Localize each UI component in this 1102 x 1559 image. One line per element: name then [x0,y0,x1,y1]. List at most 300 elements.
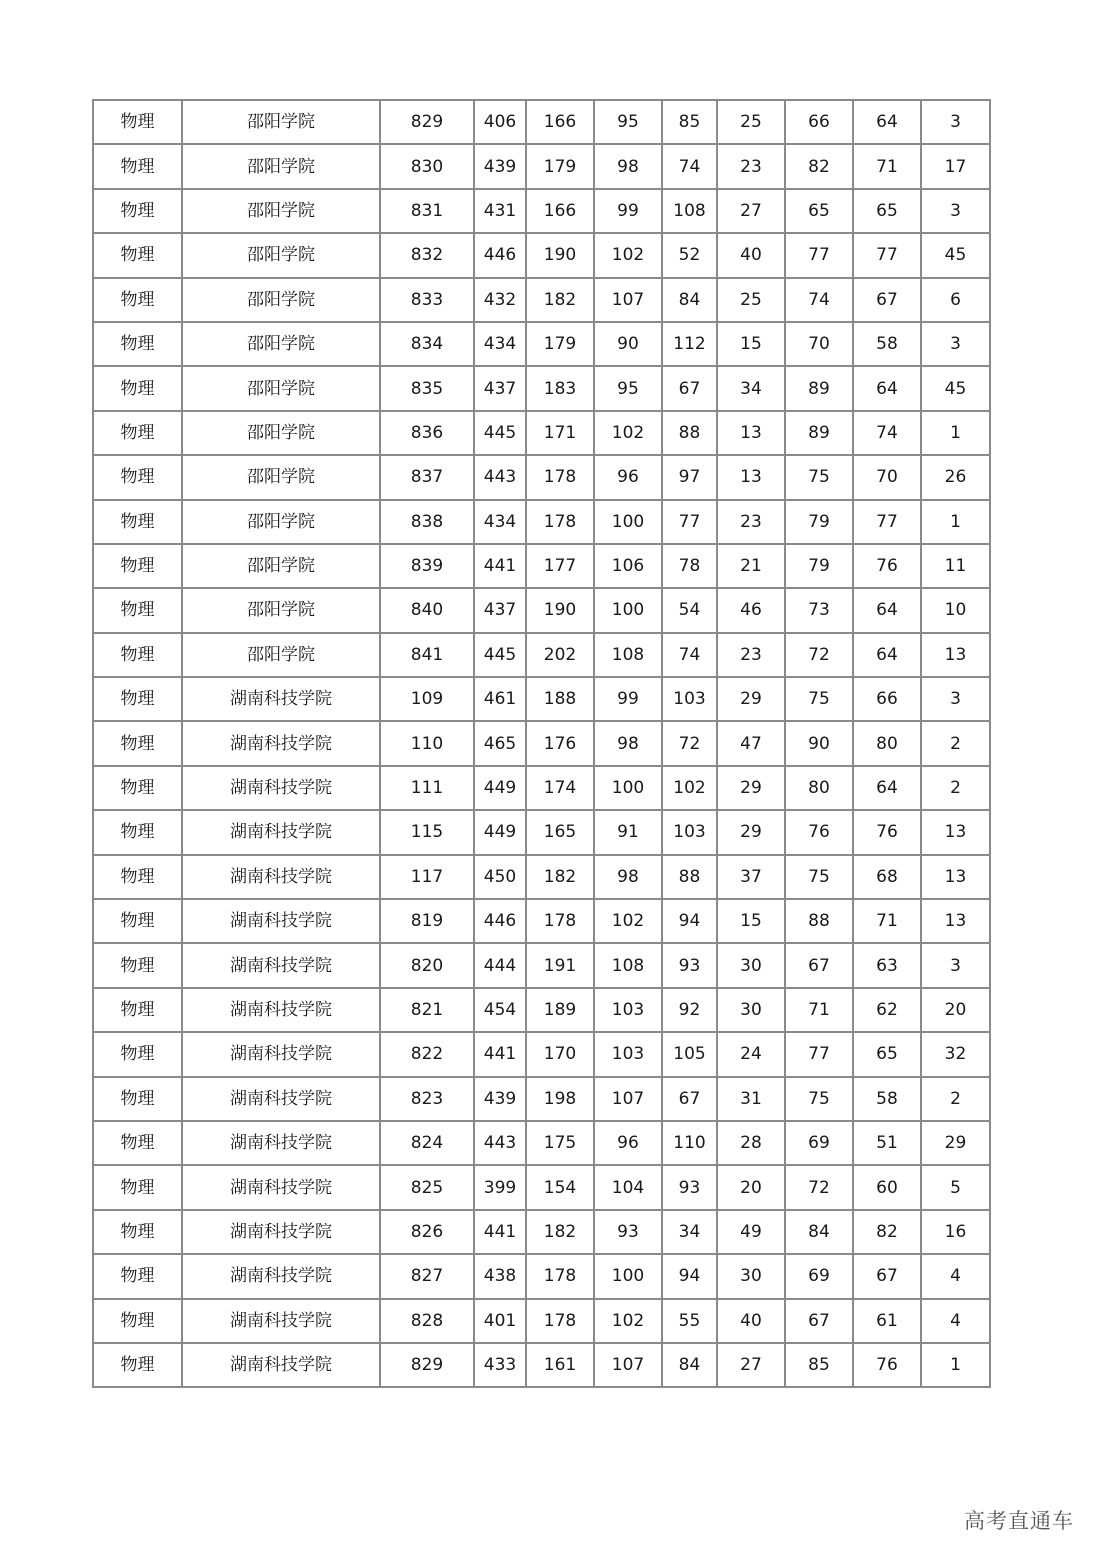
total-score-cell: 441 [474,1210,526,1254]
score-cell-7: 13 [921,899,990,943]
total-score-cell: 445 [474,633,526,677]
total-score-cell: 465 [474,721,526,765]
subject-cell: 物理 [93,677,182,721]
score-cell-3: 105 [662,1032,717,1076]
table-row [93,988,990,1032]
major-code-cell: 838 [380,500,474,544]
score-cell-1: 178 [526,1254,594,1298]
table-row [93,677,990,721]
score-cell-4: 28 [717,1121,785,1165]
score-cell-1: 178 [526,500,594,544]
score-cell-1: 190 [526,588,594,632]
subject-cell: 物理 [93,766,182,810]
major-code-cell: 827 [380,1254,474,1298]
score-cell-6: 60 [853,1165,921,1209]
score-cell-1: 174 [526,766,594,810]
table-row [93,1343,990,1387]
table-row [93,278,990,322]
score-cell-7: 3 [921,677,990,721]
major-code-cell: 826 [380,1210,474,1254]
score-cell-4: 29 [717,766,785,810]
school-cell: 湖南科技学院 [182,810,380,854]
school-cell: 邵阳学院 [182,588,380,632]
total-score-cell: 438 [474,1254,526,1298]
score-cell-1: 177 [526,544,594,588]
score-cell-5: 75 [785,677,853,721]
school-cell: 邵阳学院 [182,544,380,588]
score-cell-3: 97 [662,455,717,499]
subject-cell: 物理 [93,899,182,943]
score-cell-5: 90 [785,721,853,765]
score-cell-5: 70 [785,322,853,366]
subject-cell: 物理 [93,100,182,144]
score-cell-3: 67 [662,366,717,410]
score-cell-1: 189 [526,988,594,1032]
major-code-cell: 834 [380,322,474,366]
score-cell-6: 64 [853,366,921,410]
major-code-cell: 832 [380,233,474,277]
subject-cell: 物理 [93,189,182,233]
score-cell-7: 4 [921,1299,990,1343]
school-cell: 湖南科技学院 [182,1077,380,1121]
score-cell-7: 32 [921,1032,990,1076]
score-cell-3: 103 [662,677,717,721]
score-cell-6: 68 [853,855,921,899]
score-cell-7: 2 [921,766,990,810]
table-row [93,943,990,987]
school-cell: 湖南科技学院 [182,943,380,987]
school-cell: 邵阳学院 [182,100,380,144]
score-cell-2: 107 [594,1343,662,1387]
school-cell: 湖南科技学院 [182,1343,380,1387]
total-score-cell: 437 [474,588,526,632]
school-cell: 湖南科技学院 [182,677,380,721]
score-cell-3: 77 [662,500,717,544]
score-cell-1: 191 [526,943,594,987]
score-cell-3: 78 [662,544,717,588]
table-row [93,1032,990,1076]
score-cell-7: 3 [921,189,990,233]
major-code-cell: 841 [380,633,474,677]
subject-cell: 物理 [93,943,182,987]
score-cell-5: 77 [785,1032,853,1076]
subject-cell: 物理 [93,588,182,632]
major-code-cell: 111 [380,766,474,810]
subject-cell: 物理 [93,455,182,499]
major-code-cell: 833 [380,278,474,322]
score-cell-1: 175 [526,1121,594,1165]
major-code-cell: 836 [380,411,474,455]
score-cell-2: 98 [594,721,662,765]
major-code-cell: 830 [380,144,474,188]
major-code-cell: 828 [380,1299,474,1343]
score-cell-7: 1 [921,1343,990,1387]
score-cell-6: 65 [853,189,921,233]
table-row [93,1254,990,1298]
total-score-cell: 441 [474,544,526,588]
score-cell-1: 178 [526,1299,594,1343]
school-cell: 湖南科技学院 [182,1210,380,1254]
score-cell-5: 67 [785,1299,853,1343]
score-cell-3: 93 [662,1165,717,1209]
major-code-cell: 110 [380,721,474,765]
score-cell-6: 77 [853,233,921,277]
subject-cell: 物理 [93,1343,182,1387]
total-score-cell: 441 [474,1032,526,1076]
subject-cell: 物理 [93,278,182,322]
score-cell-5: 79 [785,500,853,544]
score-cell-2: 99 [594,677,662,721]
subject-cell: 物理 [93,1121,182,1165]
score-cell-1: 198 [526,1077,594,1121]
score-cell-4: 15 [717,322,785,366]
score-cell-6: 66 [853,677,921,721]
score-cell-2: 102 [594,1299,662,1343]
score-cell-7: 13 [921,855,990,899]
score-cell-1: 179 [526,144,594,188]
score-cell-4: 34 [717,366,785,410]
table-row [93,455,990,499]
score-cell-7: 16 [921,1210,990,1254]
score-cell-2: 98 [594,144,662,188]
score-cell-2: 99 [594,189,662,233]
score-cell-2: 102 [594,899,662,943]
score-cell-5: 89 [785,366,853,410]
major-code-cell: 829 [380,100,474,144]
score-cell-6: 58 [853,322,921,366]
score-cell-7: 2 [921,721,990,765]
score-cell-1: 182 [526,278,594,322]
score-cell-6: 51 [853,1121,921,1165]
score-cell-5: 79 [785,544,853,588]
total-score-cell: 431 [474,189,526,233]
score-cell-5: 76 [785,810,853,854]
total-score-cell: 449 [474,810,526,854]
score-cell-5: 80 [785,766,853,810]
score-cell-7: 13 [921,810,990,854]
major-code-cell: 831 [380,189,474,233]
subject-cell: 物理 [93,144,182,188]
score-cell-7: 13 [921,633,990,677]
score-cell-3: 84 [662,1343,717,1387]
major-code-cell: 823 [380,1077,474,1121]
score-cell-7: 3 [921,322,990,366]
subject-cell: 物理 [93,721,182,765]
score-cell-4: 24 [717,1032,785,1076]
score-cell-2: 103 [594,1032,662,1076]
subject-cell: 物理 [93,544,182,588]
major-code-cell: 820 [380,943,474,987]
school-cell: 湖南科技学院 [182,1032,380,1076]
score-cell-7: 5 [921,1165,990,1209]
score-cell-7: 10 [921,588,990,632]
school-cell: 湖南科技学院 [182,988,380,1032]
school-cell: 湖南科技学院 [182,855,380,899]
school-cell: 邵阳学院 [182,144,380,188]
score-cell-7: 45 [921,233,990,277]
score-cell-6: 82 [853,1210,921,1254]
total-score-cell: 433 [474,1343,526,1387]
score-cell-1: 171 [526,411,594,455]
table-row [93,721,990,765]
school-cell: 邵阳学院 [182,500,380,544]
score-cell-2: 96 [594,1121,662,1165]
major-code-cell: 117 [380,855,474,899]
table-row [93,544,990,588]
score-cell-3: 108 [662,189,717,233]
score-cell-7: 3 [921,100,990,144]
subject-cell: 物理 [93,1032,182,1076]
table-row [93,1077,990,1121]
major-code-cell: 819 [380,899,474,943]
score-cell-3: 102 [662,766,717,810]
subject-cell: 物理 [93,1165,182,1209]
major-code-cell: 835 [380,366,474,410]
subject-cell: 物理 [93,366,182,410]
score-cell-1: 182 [526,855,594,899]
score-cell-4: 21 [717,544,785,588]
score-cell-2: 91 [594,810,662,854]
subject-cell: 物理 [93,633,182,677]
score-cell-6: 62 [853,988,921,1032]
table-row [93,810,990,854]
score-cell-5: 84 [785,1210,853,1254]
subject-cell: 物理 [93,1299,182,1343]
score-cell-7: 26 [921,455,990,499]
score-cell-1: 154 [526,1165,594,1209]
total-score-cell: 450 [474,855,526,899]
score-cell-1: 202 [526,633,594,677]
score-cell-6: 76 [853,544,921,588]
score-cell-6: 65 [853,1032,921,1076]
score-cell-3: 67 [662,1077,717,1121]
score-table [92,99,991,1388]
score-cell-1: 170 [526,1032,594,1076]
total-score-cell: 434 [474,500,526,544]
score-cell-3: 93 [662,943,717,987]
school-cell: 邵阳学院 [182,366,380,410]
school-cell: 邵阳学院 [182,233,380,277]
school-cell: 湖南科技学院 [182,1121,380,1165]
total-score-cell: 449 [474,766,526,810]
score-cell-7: 29 [921,1121,990,1165]
score-cell-4: 29 [717,677,785,721]
subject-cell: 物理 [93,810,182,854]
score-cell-4: 27 [717,189,785,233]
score-cell-3: 88 [662,411,717,455]
score-cell-5: 66 [785,100,853,144]
score-cell-4: 13 [717,455,785,499]
table-row [93,100,990,144]
subject-cell: 物理 [93,411,182,455]
table-row [93,855,990,899]
score-cell-7: 20 [921,988,990,1032]
table-row [93,366,990,410]
score-cell-6: 71 [853,144,921,188]
school-cell: 邵阳学院 [182,278,380,322]
score-cell-1: 161 [526,1343,594,1387]
score-cell-6: 76 [853,810,921,854]
score-cell-2: 95 [594,100,662,144]
score-cell-5: 71 [785,988,853,1032]
score-cell-2: 108 [594,633,662,677]
subject-cell: 物理 [93,1077,182,1121]
total-score-cell: 406 [474,100,526,144]
score-cell-4: 49 [717,1210,785,1254]
school-cell: 湖南科技学院 [182,899,380,943]
score-cell-5: 77 [785,233,853,277]
score-cell-6: 64 [853,588,921,632]
score-cell-6: 70 [853,455,921,499]
table-row [93,1121,990,1165]
major-code-cell: 840 [380,588,474,632]
major-code-cell: 822 [380,1032,474,1076]
score-cell-6: 74 [853,411,921,455]
score-cell-7: 4 [921,1254,990,1298]
score-cell-2: 108 [594,943,662,987]
total-score-cell: 437 [474,366,526,410]
score-cell-6: 64 [853,633,921,677]
major-code-cell: 825 [380,1165,474,1209]
school-cell: 湖南科技学院 [182,1254,380,1298]
score-cell-5: 73 [785,588,853,632]
total-score-cell: 439 [474,1077,526,1121]
table-row [93,1165,990,1209]
score-cell-3: 88 [662,855,717,899]
score-cell-3: 112 [662,322,717,366]
score-cell-4: 47 [717,721,785,765]
score-cell-2: 95 [594,366,662,410]
score-cell-5: 67 [785,943,853,987]
total-score-cell: 454 [474,988,526,1032]
score-cell-3: 84 [662,278,717,322]
score-cell-4: 25 [717,278,785,322]
score-cell-2: 107 [594,278,662,322]
subject-cell: 物理 [93,233,182,277]
score-cell-1: 183 [526,366,594,410]
table-row [93,1299,990,1343]
major-code-cell: 824 [380,1121,474,1165]
score-cell-2: 96 [594,455,662,499]
score-cell-7: 3 [921,943,990,987]
score-cell-5: 85 [785,1343,853,1387]
score-cell-4: 20 [717,1165,785,1209]
score-cell-4: 13 [717,411,785,455]
watermark-text: 高考直通车 [964,1509,1074,1533]
score-cell-2: 100 [594,766,662,810]
score-cell-5: 69 [785,1121,853,1165]
score-cell-5: 69 [785,1254,853,1298]
score-cell-5: 75 [785,855,853,899]
score-cell-4: 23 [717,633,785,677]
table-row [93,500,990,544]
score-cell-3: 85 [662,100,717,144]
score-cell-1: 179 [526,322,594,366]
total-score-cell: 401 [474,1299,526,1343]
score-cell-3: 92 [662,988,717,1032]
score-cell-6: 64 [853,766,921,810]
score-cell-5: 89 [785,411,853,455]
score-cell-4: 23 [717,144,785,188]
score-cell-1: 166 [526,189,594,233]
score-cell-2: 106 [594,544,662,588]
table-row [93,189,990,233]
total-score-cell: 434 [474,322,526,366]
school-cell: 邵阳学院 [182,633,380,677]
score-cell-1: 165 [526,810,594,854]
score-cell-4: 30 [717,943,785,987]
score-cell-2: 103 [594,988,662,1032]
school-cell: 湖南科技学院 [182,766,380,810]
score-cell-6: 71 [853,899,921,943]
score-cell-1: 182 [526,1210,594,1254]
score-cell-4: 30 [717,988,785,1032]
score-cell-2: 100 [594,1254,662,1298]
score-cell-7: 1 [921,411,990,455]
score-cell-6: 76 [853,1343,921,1387]
total-score-cell: 432 [474,278,526,322]
score-cell-7: 11 [921,544,990,588]
school-cell: 邵阳学院 [182,322,380,366]
major-code-cell: 829 [380,1343,474,1387]
score-cell-6: 77 [853,500,921,544]
subject-cell: 物理 [93,1210,182,1254]
score-cell-5: 82 [785,144,853,188]
score-cell-1: 178 [526,899,594,943]
total-score-cell: 446 [474,233,526,277]
score-cell-4: 15 [717,899,785,943]
table-row [93,1210,990,1254]
score-cell-3: 74 [662,144,717,188]
score-cell-7: 45 [921,366,990,410]
subject-cell: 物理 [93,855,182,899]
score-cell-6: 61 [853,1299,921,1343]
table-row [93,588,990,632]
score-cell-4: 37 [717,855,785,899]
score-cell-3: 94 [662,899,717,943]
school-cell: 邵阳学院 [182,411,380,455]
score-cell-3: 94 [662,1254,717,1298]
score-cell-4: 27 [717,1343,785,1387]
table-row [93,411,990,455]
score-cell-6: 80 [853,721,921,765]
school-cell: 邵阳学院 [182,455,380,499]
score-cell-7: 1 [921,500,990,544]
score-cell-3: 55 [662,1299,717,1343]
school-cell: 湖南科技学院 [182,721,380,765]
total-score-cell: 399 [474,1165,526,1209]
total-score-cell: 445 [474,411,526,455]
score-cell-3: 52 [662,233,717,277]
table-row [93,899,990,943]
score-cell-3: 103 [662,810,717,854]
score-cell-4: 25 [717,100,785,144]
score-cell-5: 72 [785,1165,853,1209]
total-score-cell: 446 [474,899,526,943]
score-cell-6: 58 [853,1077,921,1121]
score-cell-3: 74 [662,633,717,677]
score-cell-6: 67 [853,1254,921,1298]
table-row [93,766,990,810]
table-row [93,144,990,188]
score-cell-1: 188 [526,677,594,721]
score-cell-3: 54 [662,588,717,632]
score-cell-5: 75 [785,1077,853,1121]
major-code-cell: 115 [380,810,474,854]
table-body [93,100,990,1387]
subject-cell: 物理 [93,1254,182,1298]
score-cell-6: 67 [853,278,921,322]
